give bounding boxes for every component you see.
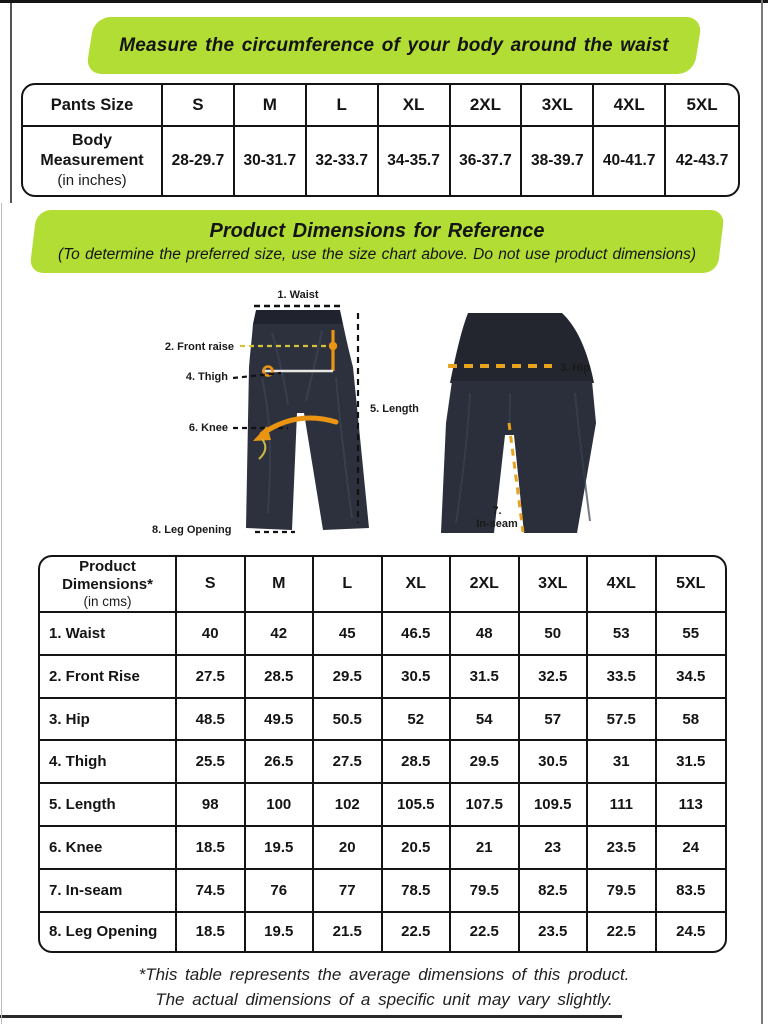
size-column-header: 2XL	[451, 557, 520, 613]
dimension-value: 102	[314, 784, 383, 827]
dimension-value: 29.5	[314, 656, 383, 699]
dimension-value: 28.5	[383, 741, 452, 784]
body-measurement-value: 38-39.7	[522, 127, 594, 195]
dimension-row-label: 2. Front Rise	[40, 656, 177, 699]
dimension-value: 111	[588, 784, 657, 827]
dimension-value: 54	[451, 699, 520, 742]
dimension-row-label: 6. Knee	[40, 827, 177, 870]
dimension-value: 50.5	[314, 699, 383, 742]
body-measurement-label-line3: (in inches)	[57, 172, 127, 189]
dimension-value: 53	[588, 613, 657, 656]
size-table-value-row	[23, 127, 738, 195]
dimension-value: 76	[246, 870, 315, 913]
body-measurement-table	[21, 83, 740, 197]
body-measurement-value: 40-41.7	[594, 127, 666, 195]
dimensions-table-body	[40, 613, 725, 951]
body-measurement-value: 36-37.7	[451, 127, 523, 195]
dimension-value: 21.5	[314, 913, 383, 951]
dimension-value: 24.5	[676, 923, 706, 941]
front-pants-waistband	[253, 310, 343, 324]
dimension-value: 27.5	[314, 741, 383, 784]
body-measurement-label-cell	[23, 127, 163, 195]
footnote-line2: The actual dimensions of a specific unit may vary slightly.	[155, 990, 613, 1009]
size-column-header: XL	[383, 557, 452, 613]
dimension-row	[40, 827, 725, 870]
top-border-line	[0, 0, 768, 3]
inseam-label-line2: In-seam	[476, 518, 518, 530]
size-column-header: 4XL	[588, 557, 657, 613]
product-dimensions-banner-subtitle: (To determine the preferred size, use the size chart above. Do not use product dimensions)	[57, 245, 697, 263]
dimension-row-label: 4. Thigh	[40, 741, 177, 784]
dimension-value: 20	[314, 827, 383, 870]
dimension-value: 109.5	[520, 784, 589, 827]
dimensions-table-header-label: Product Dimensions*	[62, 558, 153, 593]
size-column-header: 5XL	[657, 557, 726, 613]
dimension-value: 107.5	[451, 784, 520, 827]
dimension-value: 50	[520, 613, 589, 656]
dimension-value: 40	[177, 613, 246, 656]
dimension-value: 74.5	[177, 870, 246, 913]
size-column-header: 3XL	[522, 85, 594, 127]
dimension-value: 78.5	[383, 870, 452, 913]
measure-waist-banner	[90, 17, 698, 74]
dimension-row-label: 7. In-seam	[40, 870, 177, 913]
dimension-row	[40, 913, 725, 951]
dimension-value: 30.5	[520, 741, 589, 784]
dimension-value: 26.5	[246, 741, 315, 784]
pants-measurement-diagram	[0, 283, 768, 555]
size-column-header: 5XL	[666, 85, 738, 127]
size-column-header: L	[307, 85, 379, 127]
dimension-value: 45	[314, 613, 383, 656]
front-raise-label: 2. Front raise	[164, 341, 234, 353]
dimension-value: 48	[451, 613, 520, 656]
size-column-header: S	[163, 85, 235, 127]
hip-label: 3. Hip	[560, 362, 590, 374]
body-measurement-value: 30-31.7	[235, 127, 307, 195]
body-measurement-value: 32-33.7	[307, 127, 379, 195]
dimension-value: 22.5	[451, 913, 520, 951]
dimension-value: 22.5	[383, 913, 452, 951]
footnote-line1: *This table represents the average dimensions of this product.	[138, 965, 630, 984]
dimension-row-label: 8. Leg Opening	[40, 913, 177, 951]
dimension-value: 18.5	[177, 913, 246, 951]
dimension-value: 23.5	[520, 913, 589, 951]
inseam-label-line1: 7.	[492, 505, 502, 517]
dimension-value: 30.5	[383, 656, 452, 699]
dimension-row	[40, 613, 725, 656]
dimension-value: 57	[520, 699, 589, 742]
body-measurement-label-line2: Measurement	[40, 152, 144, 169]
dimension-row	[40, 870, 725, 913]
dimension-value: 24	[657, 827, 726, 870]
dimension-row	[40, 656, 725, 699]
footnote	[0, 962, 768, 1012]
dimension-value: 105.5	[383, 784, 452, 827]
pants-diagram-svg	[0, 283, 768, 555]
dimension-value: 113	[657, 784, 726, 827]
left-border-line-upper	[10, 3, 12, 203]
dimension-value: 28.5	[246, 656, 315, 699]
dimension-value: 31.5	[451, 656, 520, 699]
dimension-value: 46.5	[383, 613, 452, 656]
product-dimensions-banner-title: Product Dimensions for Reference	[209, 219, 545, 242]
dimension-value: 49.5	[246, 699, 315, 742]
dimension-value: 77	[314, 870, 383, 913]
dimension-value: 18.5	[177, 827, 246, 870]
size-column-header: S	[177, 557, 246, 613]
dimension-value: 82.5	[520, 870, 589, 913]
dimension-value: 34.5	[657, 656, 726, 699]
body-measurement-value: 28-29.7	[163, 127, 235, 195]
dimension-value: 22.5	[588, 913, 657, 951]
dimensions-table-header-sub: (in cms)	[83, 594, 132, 609]
size-column-header: M	[235, 85, 307, 127]
size-column-header: M	[246, 557, 315, 613]
dimension-row-label: 3. Hip	[40, 699, 177, 742]
dimension-value: 83.5	[657, 870, 726, 913]
dimension-value: 20.5	[383, 827, 452, 870]
dimension-value: 79.5	[451, 870, 520, 913]
dimension-value: 58	[657, 699, 726, 742]
dimension-value: 25.5	[177, 741, 246, 784]
dimension-value: 98	[177, 784, 246, 827]
dimension-value: 31	[588, 741, 657, 784]
waist-label: 1. Waist	[277, 289, 319, 301]
size-column-header: 3XL	[520, 557, 589, 613]
dimension-value: 31.5	[657, 741, 726, 784]
dimension-value: 27.5	[177, 656, 246, 699]
size-table-header-row	[23, 85, 738, 127]
dimension-value: 21	[451, 827, 520, 870]
size-column-header: XL	[379, 85, 451, 127]
dimensions-table-header-label-cell	[40, 557, 177, 613]
body-measurement-label-line1: Body	[72, 132, 112, 149]
dimension-value: 52	[383, 699, 452, 742]
dimension-value: 19.5	[246, 827, 315, 870]
size-column-header: 2XL	[451, 85, 523, 127]
length-label: 5. Length	[370, 403, 419, 415]
dimension-value: 23.5	[588, 827, 657, 870]
knee-label: 6. Knee	[188, 422, 228, 434]
dimension-value: 55	[657, 613, 726, 656]
dimension-row	[40, 699, 725, 742]
dimension-value: 48.5	[177, 699, 246, 742]
dimension-value: 79.5	[588, 870, 657, 913]
size-table-header-label: Pants Size	[23, 85, 163, 127]
dimension-value: 42	[246, 613, 315, 656]
front-raise-marker-dot	[329, 342, 337, 350]
size-column-header: L	[314, 557, 383, 613]
dimension-row-label: 1. Waist	[40, 613, 177, 656]
bottom-border-line	[0, 1015, 622, 1018]
body-measurement-value: 42-43.7	[675, 152, 729, 169]
dimension-value: 19.5	[246, 913, 315, 951]
size-column-header: 4XL	[594, 85, 666, 127]
dimension-value: 29.5	[451, 741, 520, 784]
dimension-value: 32.5	[520, 656, 589, 699]
dimension-row-label: 5. Length	[40, 784, 177, 827]
measure-waist-banner-text: Measure the circumference of your body around the waist	[119, 34, 669, 56]
leg-opening-label: 8. Leg Opening	[152, 524, 232, 536]
dimension-row	[40, 741, 725, 784]
dimension-value: 33.5	[588, 656, 657, 699]
dimension-value: 23	[520, 827, 589, 870]
body-measurement-value: 34-35.7	[379, 127, 451, 195]
dimension-value: 57.5	[588, 699, 657, 742]
dimension-row	[40, 784, 725, 827]
dimensions-table-header-row	[40, 557, 725, 613]
product-dimensions-table	[38, 555, 727, 953]
thigh-label: 4. Thigh	[185, 371, 228, 383]
product-dimensions-banner	[33, 210, 721, 273]
dimension-value: 100	[246, 784, 315, 827]
